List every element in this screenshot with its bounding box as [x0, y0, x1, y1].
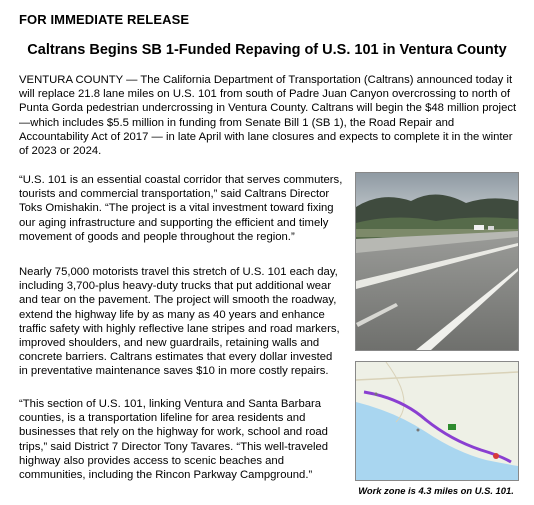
lead-paragraph: VENTURA COUNTY — The California Department of Transportation (Caltrans) announced today it will replace 21.8 lane miles on U.S. 101 from south of Padre Juan Canyon overcrossing to north of Punta Gorda pedestrian undercrossing in Ventura County. Caltrans will begin the $48 million project —which includes $5.5 million in funding from Senate Bill 1 (SB 1), the Road Repair and Accountability Act of 2017 — in late April with lane closures and expects to complete it in the winter of 2023 or 2024. — [19, 74, 517, 158]
traffic-paragraph: Nearly 75,000 motorists travel this stretch of U.S. 101 each day, including 3,700-plus heavy-duty trucks that put additional wear and tear on the pavement. The project will smooth the roadway, extend the highway life by as many as 40 years and enhance traffic safety with highly reflective lane stripes and road markers, improved shoulders, and new guardrails, retaining walls and concrete barriers. Caltrans estimates that every dollar invested in preventative maintenance saves $10 in more costly repairs. — [19, 266, 340, 378]
release-label: FOR IMMEDIATE RELEASE — [19, 12, 190, 27]
map-pin-icon — [493, 453, 499, 459]
highway-photo-art — [356, 173, 518, 350]
map-caption: Work zone is 4.3 miles on U.S. 101. — [358, 485, 514, 496]
highway-photo — [355, 172, 519, 351]
headline: Caltrans Begins SB 1-Funded Repaving of U.S. 101 in Ventura County — [27, 42, 507, 58]
highway-shield-icon — [448, 424, 456, 430]
quote-paragraph-district: “This section of U.S. 101, linking Ventura and Santa Barbara counties, is a transportation lifeline for area residents and businesses that rely on the highway for work, school and road trips,” said District 7 Director Tony Tavares. “This well-traveled highway also provides access to scenic beaches and communities, including the Rincon Parkway Campground.” — [19, 398, 329, 482]
map-art — [356, 362, 518, 480]
work-zone-map — [355, 361, 519, 481]
quote-paragraph-director: “U.S. 101 is an essential coastal corridor that serves commuters, tourists and commercial transportation,” said Caltrans Director Toks Omishakin. “The project is a vital investment toward fixing our aging infrastructure and supporting the efficient and timely movement of goods and people throughout the region.” — [19, 174, 343, 243]
